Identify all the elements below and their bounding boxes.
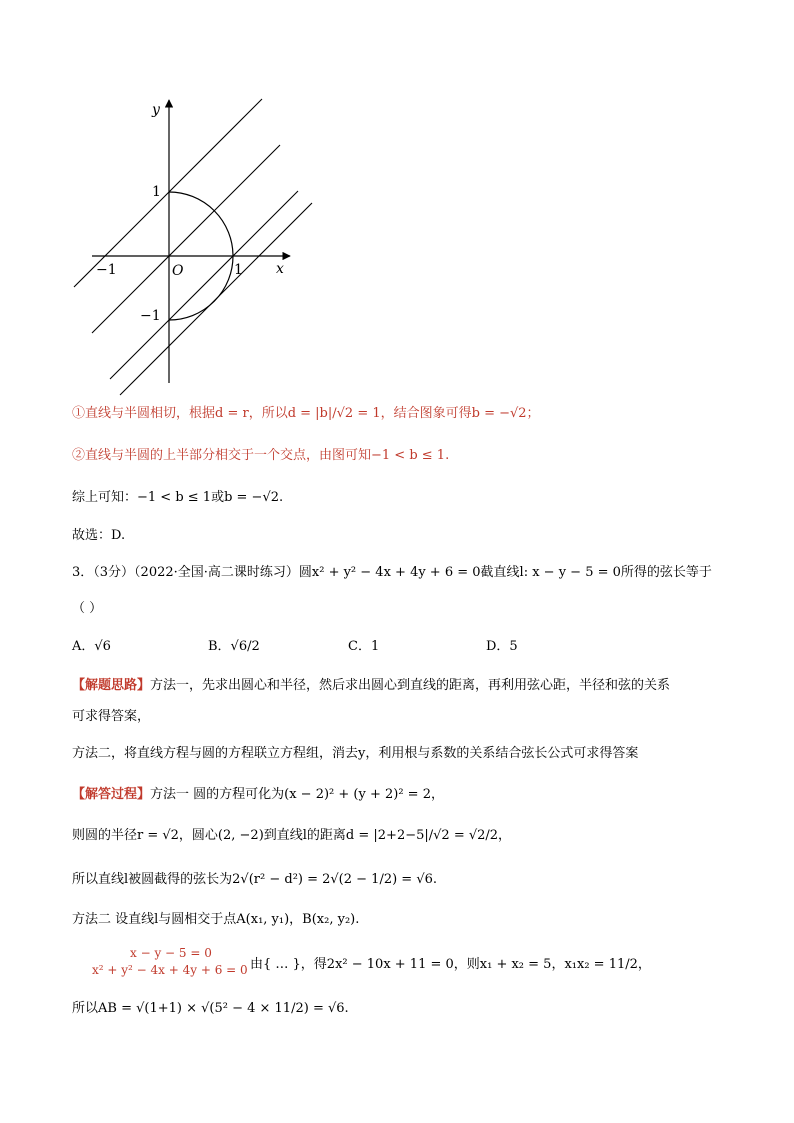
process-line-3: 所以直线l被圆截得的弦长为2√(r² − d²) = 2√(2 − 1/2) = √6.	[72, 872, 438, 887]
line-b-neg1	[110, 191, 298, 379]
answer-choice-line: 故选：D.	[72, 528, 126, 543]
process-line-1	[72, 786, 444, 804]
process-line-4: 方法二 设直线l与圆相交于点A(x₁, y₁)，B(x₂, y₂).	[72, 912, 360, 927]
tick-label-1-x: 1	[234, 262, 243, 278]
process-line-5: 由{ … }，得2x² − 10x + 11 = 0，则x₁ + x₂ = 5，x₁x₂ = 11/2，	[250, 957, 651, 972]
think-line-1	[72, 677, 670, 695]
question-3-paren: （ ）	[72, 601, 103, 616]
system-eq-2: x² + y² − 4x + 4y + 6 = 0	[92, 963, 248, 977]
think-text-1: 方法一，先求出圆心和半径，然后求出圆心到直线的距离，再利用弦心距，半径和弦的关系	[150, 678, 671, 693]
think-line-3: 方法二，将直线方程与圆的方程联立方程组，消去y，利用根与系数的关系结合弦长公式可求得答案	[72, 746, 639, 761]
option-d: D．5	[486, 639, 518, 654]
process-tag: 【解答过程】	[72, 787, 151, 802]
line-b-0	[92, 145, 280, 333]
think-tag: 【解题思路】	[72, 678, 151, 693]
x-axis-label: x	[276, 261, 284, 277]
tick-label-neg1-y: −1	[140, 308, 161, 324]
solution-line-1: ①直线与半圆相切，根据d = r，所以d = |b|/√2 = 1，结合图象可得b = −√2；	[72, 406, 540, 421]
system-eq-1: x − y − 5 = 0	[130, 946, 212, 960]
origin-label: O	[172, 263, 184, 279]
solution-line-2: ②直线与半圆的上半部分相交于一个交点，由图可知−1 < b ≤ 1.	[72, 448, 450, 463]
summary-text: 综上可知：−1 < b ≤ 1或b = −√2.	[72, 490, 284, 505]
option-a: A．√6	[72, 639, 111, 654]
process-text-1: 方法一 圆的方程可化为(x − 2)² + (y + 2)² = 2，	[150, 787, 444, 802]
tick-label-1-y: 1	[152, 184, 161, 200]
y-axis-label: y	[152, 102, 160, 118]
think-line-2: 可求得答案，	[72, 709, 151, 724]
summary-line	[72, 489, 283, 507]
question-3-stem: 3．（3分）（2022·全国·高二课时练习）圆x² + y² − 4x + 4y + 6 = 0截直线l: x − y − 5 = 0所得的弦长等于	[72, 565, 712, 580]
option-b: B．√6/2	[208, 639, 260, 654]
line-b-1-upper	[74, 99, 262, 287]
question-3-options	[72, 638, 672, 658]
semicircle-figure	[0, 0, 794, 400]
option-c: C．1	[348, 639, 380, 654]
tick-label-neg1-x: −1	[96, 262, 117, 278]
process-line-2: 则圆的半径r = √2，圆心(2, −2)到直线l的距离d = |2+2−5|/√2 = √2/2，	[72, 828, 512, 843]
line-b-tangent	[120, 203, 312, 395]
process-line-6: 所以AB = √(1+1) × √(5² − 4 × 11/2) = √6.	[72, 1001, 349, 1016]
